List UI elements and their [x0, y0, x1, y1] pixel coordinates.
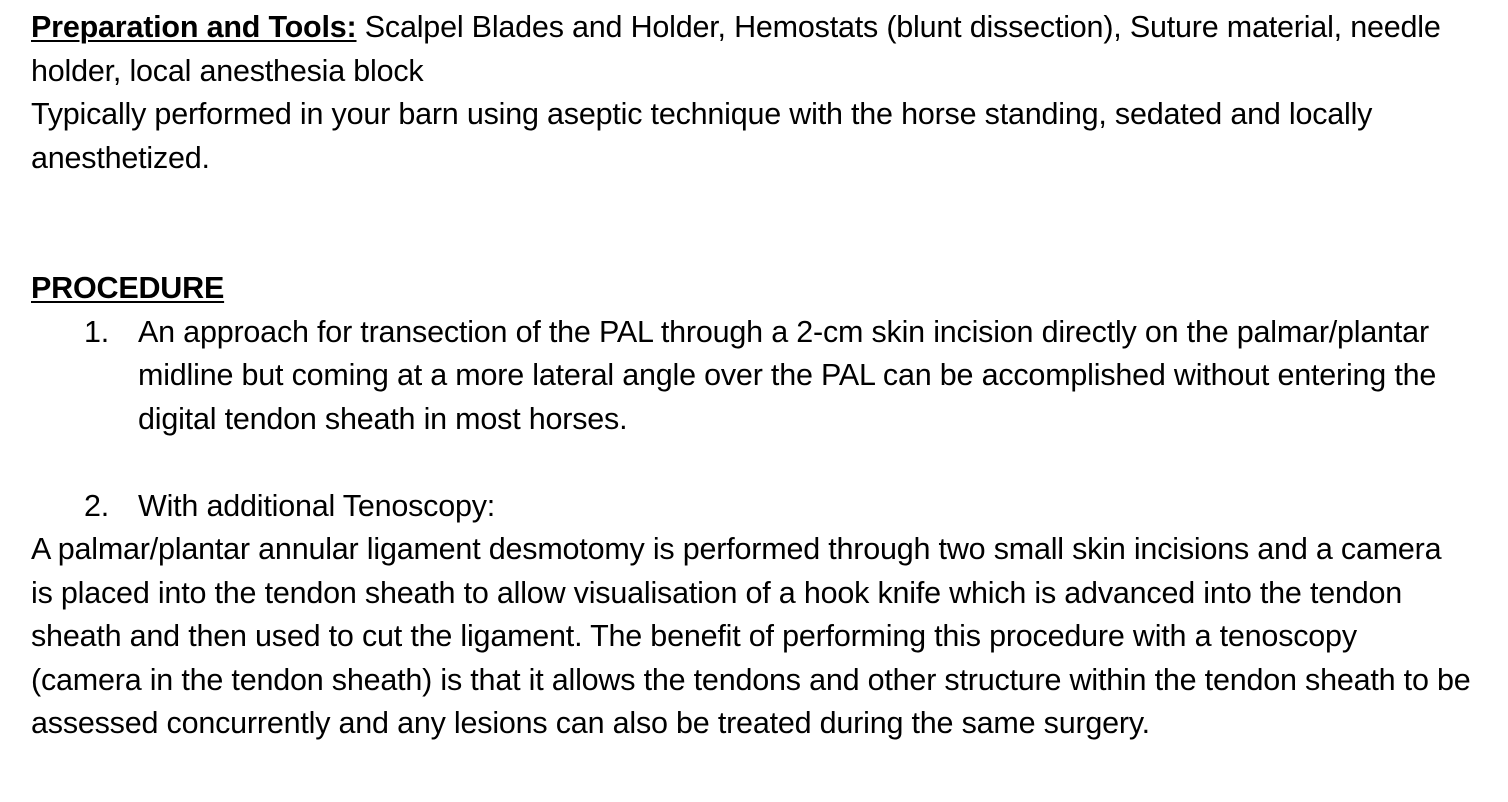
step-number: 2. [84, 488, 110, 523]
step-number: 1. [84, 314, 110, 349]
document-body [31, 6, 1471, 746]
preparation-tools-text: Scalpel Blades and Holder, Hemostats (blunt dissection), Suture material, needle holder, local anesthesia block [31, 10, 1441, 88]
list-gap [31, 441, 1471, 485]
step-text: With additional Tenoscopy: [138, 488, 496, 523]
step-text: An approach for transection of the PAL through a 2-cm skin incision directly on the palmar/plantar midline but coming at a more lateral angle over the PAL can be accomplished without entering the digital tendon sheath in most horses. [138, 314, 1437, 436]
preparation-heading: Preparation and Tools: [31, 10, 357, 44]
list-item [31, 485, 1471, 529]
procedure-heading: PROCEDURE [31, 271, 225, 305]
list-item [31, 311, 1471, 442]
section-spacer [31, 180, 1471, 267]
procedure-steps-list [31, 311, 1471, 529]
tenoscopy-paragraph: A palmar/plantar annular ligament desmotomy is performed through two small skin incisions and a camera is placed into the tendon sheath to allow visualisation of a hook knife which is advanced into the tendon sheath and then used to cut the ligament. The benefit of performing this procedure with a tenoscopy (camera in the tendon sheath) is that it allows the tendons and other structure within the tendon sheath to be assessed concurrently and any lesions can also be treated during the same surgery. [31, 532, 1471, 740]
preparation-paragraph [31, 6, 1471, 93]
procedure-heading-line [31, 267, 1471, 311]
preparation-setting-text: Typically performed in your barn using aseptic technique with the horse standing, sedated and locally anesthetized. [31, 97, 1373, 175]
